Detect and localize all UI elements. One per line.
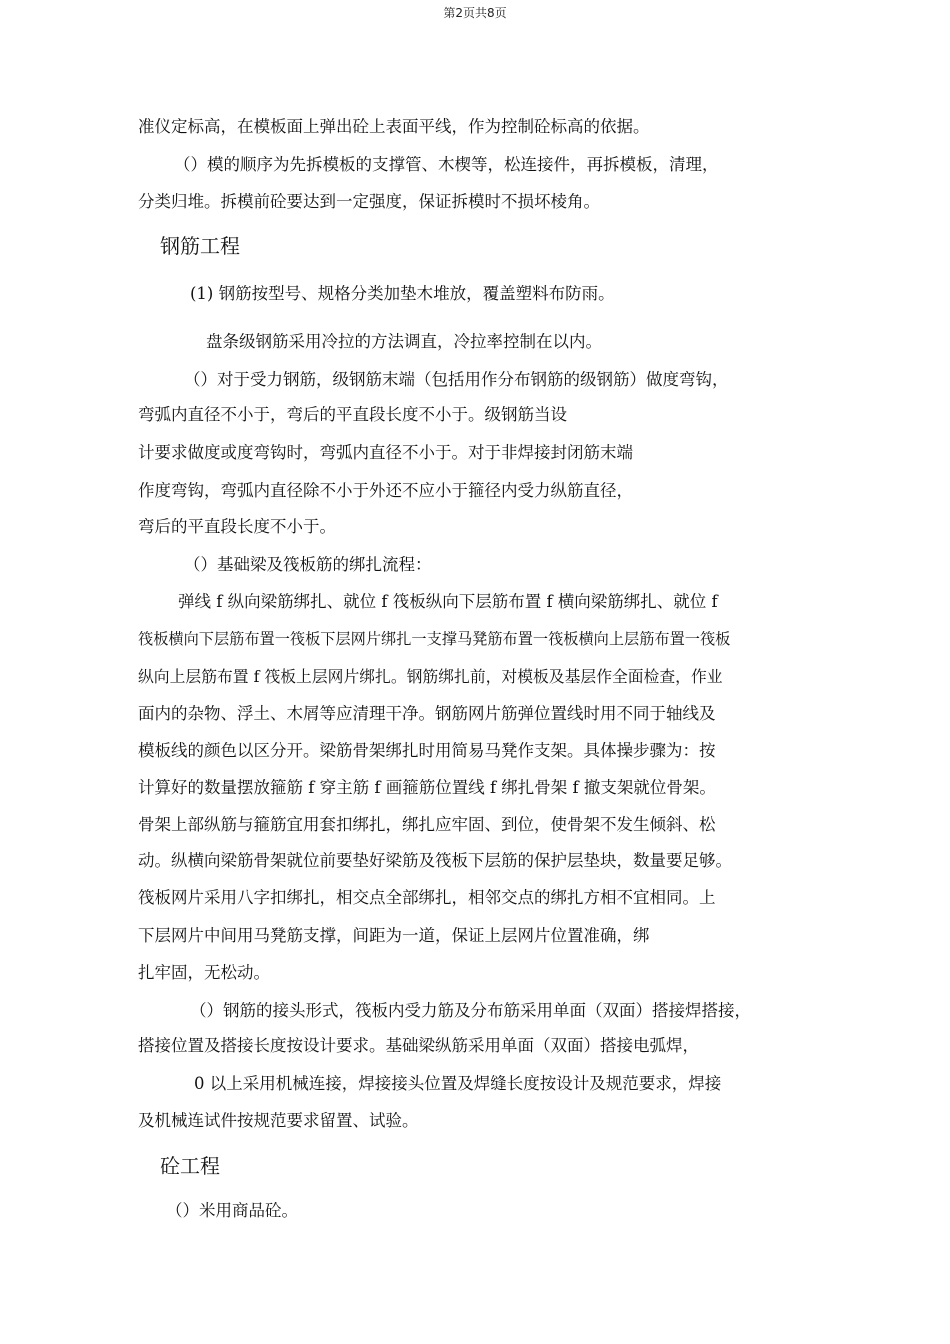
paragraph-line: 筏板横向下层筋布置一筏板下层网片绑扎一支撑马凳筋布置一筏板横向上层筋布置一筏板 bbox=[138, 630, 731, 648]
paragraph-line: (1) 钢筋按型号、规格分类加垫木堆放，覆盖塑料布防雨。 bbox=[190, 284, 615, 303]
page-number: 第2页共8页 bbox=[443, 6, 507, 20]
paragraph-line: （）钢筋的接头形式，筏板内受力筋及分布筋采用单面（双面）搭接焊搭接， bbox=[190, 1001, 751, 1020]
paragraph-line: 分类归堆。拆模前砼要达到一定强度，保证拆模时不损坏棱角。 bbox=[138, 192, 600, 211]
section-heading-rebar: 钢筋工程 bbox=[160, 234, 240, 258]
paragraph-line: 弯弧内直径不小于，弯后的平直段长度不小于。级钢筋当设 bbox=[138, 405, 567, 424]
paragraph-line: （）米用商品砼。 bbox=[166, 1201, 298, 1220]
section-heading-concrete: 砼工程 bbox=[160, 1154, 220, 1178]
paragraph-line: 动。纵横向梁筋骨架就位前要垫好梁筋及筏板下层筋的保护层垫块，数量要足够。 bbox=[138, 851, 732, 870]
paragraph-line: 模板线的颜色以区分开。梁筋骨架绑扎时用简易马凳作支架。具体操步骤为：按 bbox=[138, 741, 716, 760]
paragraph-line: 作度弯钩，弯弧内直径除不小于外还不应小于箍径内受力纵筋直径， bbox=[138, 481, 633, 500]
paragraph-line: 骨架上部纵筋与箍筋宜用套扣绑扎，绑扎应牢固、到位，使骨架不发生倾斜、松 bbox=[138, 815, 716, 834]
paragraph-line: 纵向上层筋布置 f 筏板上层网片绑扎。钢筋绑扎前，对模板及基层作全面检查，作业 bbox=[138, 667, 723, 686]
paragraph-line: 盘条级钢筋采用冷拉的方法调直，冷拉率控制在以内。 bbox=[206, 332, 602, 351]
paragraph-line: 弯后的平直段长度不小于。 bbox=[138, 517, 336, 536]
paragraph-line: 及机械连试件按规范要求留置、试验。 bbox=[138, 1111, 419, 1130]
paragraph-line: 计要求做度或度弯钩时，弯弧内直径不小于。对于非焊接封闭筋末端 bbox=[138, 443, 633, 462]
paragraph-line: 面内的杂物、浮土、木屑等应清理干净。钢筋网片筋弹位置线时用不同于轴线及 bbox=[138, 704, 716, 723]
paragraph-line: 扎牢固，无松动。 bbox=[138, 963, 270, 982]
paragraph-line: 搭接位置及搭接长度按设计要求。基础梁纵筋采用单面（双面）搭接电弧焊， bbox=[138, 1036, 699, 1055]
paragraph-line: （）基础梁及筏板筋的绑扎流程： bbox=[184, 555, 432, 574]
paragraph-line: 计算好的数量摆放箍筋 f 穿主筋 f 画箍筋位置线 f 绑扎骨架 f 撤支架就位骨架。 bbox=[138, 778, 716, 797]
paragraph-line: （）对于受力钢筋，级钢筋末端（包括用作分布钢筋的级钢筋）做度弯钩， bbox=[184, 370, 729, 389]
paragraph-line: （）模的顺序为先拆模板的支撑管、木楔等，松连接件，再拆模板，清理， bbox=[174, 155, 719, 174]
paragraph-line: 下层网片中间用马凳筋支撑，间距为一道，保证上层网片位置准确，绑 bbox=[138, 926, 650, 945]
paragraph-line: 准仪定标高，在模板面上弹出砼上表面平线，作为控制砼标高的依据。 bbox=[138, 117, 650, 136]
paragraph-line: 筏板网片采用八字扣绑扎，相交点全部绑扎，相邻交点的绑扎方相不宜相同。上 bbox=[138, 888, 716, 907]
paragraph-line: 弹线 f 纵向梁筋绑扎、就位 f 筏板纵向下层筋布置 f 横向梁筋绑扎、就位 f bbox=[178, 592, 718, 611]
paragraph-line: 0 以上采用机械连接，焊接接头位置及焊缝长度按设计及规范要求，焊接 bbox=[194, 1074, 722, 1093]
